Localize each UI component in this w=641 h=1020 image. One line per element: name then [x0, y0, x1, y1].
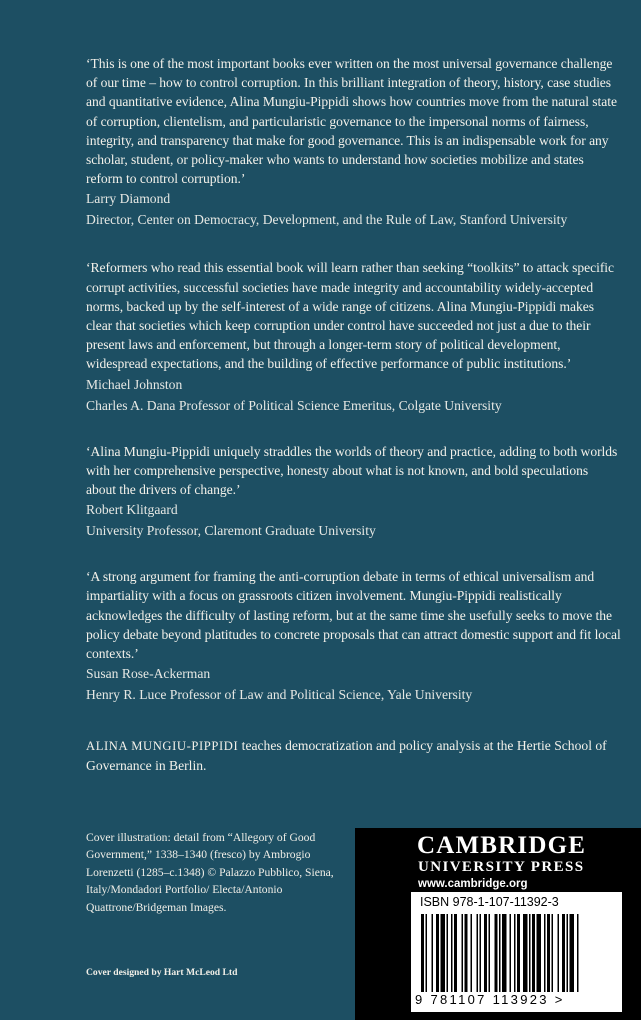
endorsement-quote: ‘This is one of the most important books ever written on the most universal governance challenge of our time – how to control corruption. In this brilliant integration of theory, history, case studies and quantitative evidence, Alina Mungiu-Pippidi shows how countries move from the natural state of corruption, clientelism, and particularistic governance to the impersonal norms of fairness, integrity, and transparency that make for good governance. This is an indispensable work for any scholar, student, or policy-maker who wants to understand how societies mobilize and states reform to control corruption.’	[86, 56, 617, 187]
isbn-barcode	[411, 892, 622, 1012]
endorser-name: Larry Diamond	[86, 191, 171, 207]
endorser-title: Henry R. Luce Professor of Law and Political Science, Yale University	[86, 687, 473, 703]
publisher-subtitle: UNIVERSITY PRESS	[418, 859, 585, 875]
barcode-digits: 9 781107 113923 >	[415, 992, 565, 1007]
publisher-website: www.cambridge.org	[418, 878, 528, 890]
author-bio	[86, 736, 621, 775]
endorser-name: Robert Klitgaard	[86, 502, 178, 518]
endorsement-quote: ‘Alina Mungiu-Pippidi uniquely straddles the worlds of theory and practice, adding to both worlds with her comprehensive perspective, honesty about what is not known, and bold speculations about the drivers of change.’	[86, 443, 618, 498]
endorser-name: Susan Rose-Ackerman	[86, 666, 211, 682]
endorsement	[86, 442, 621, 542]
endorser-title: University Professor, Claremont Graduate University	[86, 523, 376, 539]
endorsement-quote: ‘Reformers who read this essential book will learn rather than seeking “toolkits” to attack specific corrupt activities, successful societies have made integrity and accountability widely-accepted norms, backed up by the self-interest of a wide range of citizens. Alina Mungiu-Pippidi makes clear that societies which keep corruption under control have succeeded not just a due to their present laws and enforcement, but through a longer-term story of political development, widespread expectations, and the building of effective performance of public institutions.’	[86, 260, 615, 372]
cover-illustration-credit: Cover illustration: detail from “Allegory of Good Government,” 1338–1340 (fresco) by Ambrogio Lorenzetti (1285–c.1348) © Palazzo Pubblico, Siena, Italy/Mondadori Portfolio/ Electa/Antonio Quattrone/Bridgeman Images.	[86, 831, 334, 914]
publisher-block	[355, 828, 641, 1020]
endorsement-quote: ‘A strong argument for framing the anti-corruption debate in terms of ethical universalism and impartiality with a focus on grassroots citizen involvement. Mungiu-Pippidi realistically acknowledges the difficulty of lasting reform, but at the same time she usefully seeks to move the policy debate beyond platitudes to concrete proposals that can attract domestic support and fit local contexts.’	[86, 569, 621, 662]
cover-designer-credit: Cover designed by Hart McLeod Ltd	[86, 967, 238, 978]
endorsement	[86, 567, 621, 705]
publisher-logo: CAMBRIDGE	[417, 832, 587, 859]
endorser-title: Charles A. Dana Professor of Political Science Emeritus, Colgate University	[86, 397, 502, 413]
barcode-bars-icon	[421, 914, 613, 992]
author-bio-text: teaches democratization and policy analysis at the Hertie School of Governance in Berlin.	[86, 738, 607, 774]
endorser-title: Director, Center on Democracy, Development, and the Rule of Law, Stanford University	[86, 212, 568, 228]
isbn-number: ISBN 978-1-107-11392-3	[420, 895, 559, 909]
endorsement	[86, 54, 621, 230]
author-name: ALINA MUNGIU-PIPPIDI	[86, 739, 239, 753]
endorsements	[86, 54, 621, 725]
endorser-name: Michael Johnston	[86, 376, 183, 392]
endorsement	[86, 258, 621, 415]
